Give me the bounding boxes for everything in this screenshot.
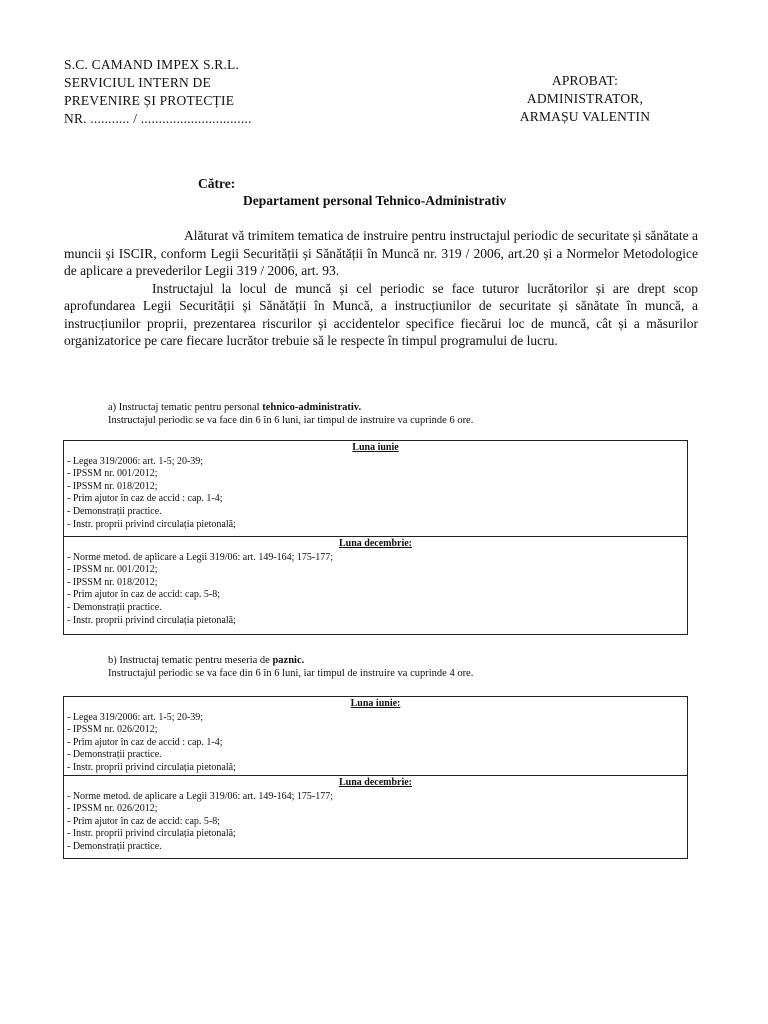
section-b-december-box [63, 775, 688, 859]
list-item: - Legea 319/2006: art. 1-5; 20-39; [67, 711, 204, 723]
letter-body [64, 227, 698, 350]
list-item: - IPSSM nr. 026/2012; [67, 803, 158, 815]
list-item: - Prim ajutor în caz de accid: cap. 5-8; [67, 589, 220, 601]
list-item: - Demonstrații practice. [67, 505, 162, 517]
section-b-subline: Instructajul periodic se va face din 6 în 6 luni, iar timpul de instruire va cuprinde 4 ore. [108, 668, 474, 679]
box-title: Luna decembrie: [338, 538, 413, 549]
box-title: Luna decembrie: [338, 777, 413, 788]
company-name: S.C. CAMAND IMPEX S.R.L. [64, 57, 240, 72]
registration-number: NR. ........... / ............................... [64, 111, 252, 126]
approver-title: ADMINISTRATOR, [526, 91, 644, 106]
list-item: - IPSSM nr. 018/2012; [67, 576, 158, 588]
list-item: - Instr. proprii privind circulația pietonală; [67, 828, 236, 840]
section-a-heading [108, 401, 473, 427]
list-item: - Demonstrații practice. [67, 749, 162, 761]
list-item: - IPSSM nr. 001/2012; [67, 468, 158, 480]
list-item: - IPSSM nr. 026/2012; [67, 724, 158, 736]
topic-list [67, 552, 684, 628]
service-name-line2: PREVENIRE ȘI PROTECȚIE [64, 93, 235, 108]
section-b-june-box [63, 696, 688, 776]
list-item: - Prim ajutor în caz de accid : cap. 1-4; [67, 736, 223, 748]
addressee-department: Departament personal Tehnico-Administrativ [243, 193, 507, 208]
company-header [64, 56, 252, 128]
section-a-title [108, 401, 473, 414]
approval-block [505, 72, 665, 126]
approval-label: APROBAT: [551, 73, 619, 88]
section-b-title-prefix: b) Instructaj tematic pentru meseria de [108, 655, 273, 666]
section-a-title-bold: tehnico-administrativ. [262, 402, 362, 413]
list-item: - Prim ajutor în caz de accid: cap. 5-8; [67, 815, 220, 827]
list-item: - Norme metod. de aplicare a Legii 319/06: art. 149-164; 175-177; [67, 790, 334, 802]
section-a-june-box [63, 440, 688, 537]
section-b-heading [108, 654, 473, 680]
addressee-label: Către: [198, 176, 236, 191]
topic-list [67, 712, 684, 775]
section-a-title-prefix: a) Instructaj tematic pentru personal [108, 402, 263, 413]
list-item: - IPSSM nr. 018/2012; [67, 480, 158, 492]
list-item: - Prim ajutor în caz de accid : cap. 1-4; [67, 493, 223, 505]
section-a-subline: Instructajul periodic se va face din 6 în 6 luni, iar timpul de instruire va cuprinde 6 ore. [108, 415, 474, 426]
approver-name: ARMAȘU VALENTIN [519, 109, 651, 124]
section-a-december-box [63, 536, 688, 635]
section-b-title [108, 654, 473, 667]
list-item: - Demonstrații practice. [67, 840, 162, 852]
service-name-line1: SERVICIUL INTERN DE [64, 75, 211, 90]
list-item: - Instr. proprii privind circulația pietonală; [67, 518, 236, 530]
list-item: - Demonstrații practice. [67, 601, 162, 613]
box-title: Luna iunie [352, 442, 399, 453]
box-title: Luna iunie: [350, 698, 401, 709]
topic-list [67, 456, 684, 532]
list-item: - Legea 319/2006: art. 1-5; 20-39; [67, 455, 204, 467]
list-item: - Instr. proprii privind circulația pietonală; [67, 614, 236, 626]
list-item: - Instr. proprii privind circulația pietonală; [67, 761, 236, 773]
body-paragraph-1: Alăturat vă trimitem tematica de instruire pentru instructajul periodic de securitate și sănătate a muncii și ISCIR, conform Legii Securității și Sănătății în Muncă nr. 319 / 2006, art.20 și a Normelor Metodologice de aplicare a prevederilor Legii 319 / 2006, art. 93. [64, 228, 698, 278]
list-item: - IPSSM nr. 001/2012; [67, 564, 158, 576]
section-b-title-bold: paznic. [272, 655, 305, 666]
list-item: - Norme metod. de aplicare a Legii 319/06: art. 149-164; 175-177; [67, 551, 334, 563]
topic-list [67, 791, 684, 854]
body-paragraph-2: Instructajul la locul de muncă și cel periodic se face tuturor lucrătorilor și are drept scop aprofundarea Legii Securității și Sănătății în Muncă, a instrucțiunilor de securitate și sănătate în muncă, a instrucțiunilor proprii, prezentarea riscurilor și accidentelor specifice fiecărui loc de muncă, cât și a măsurilor organizatorice pe care fiecare lucrător trebuie să le respecte în timpul programului de lucru. [64, 280, 698, 348]
